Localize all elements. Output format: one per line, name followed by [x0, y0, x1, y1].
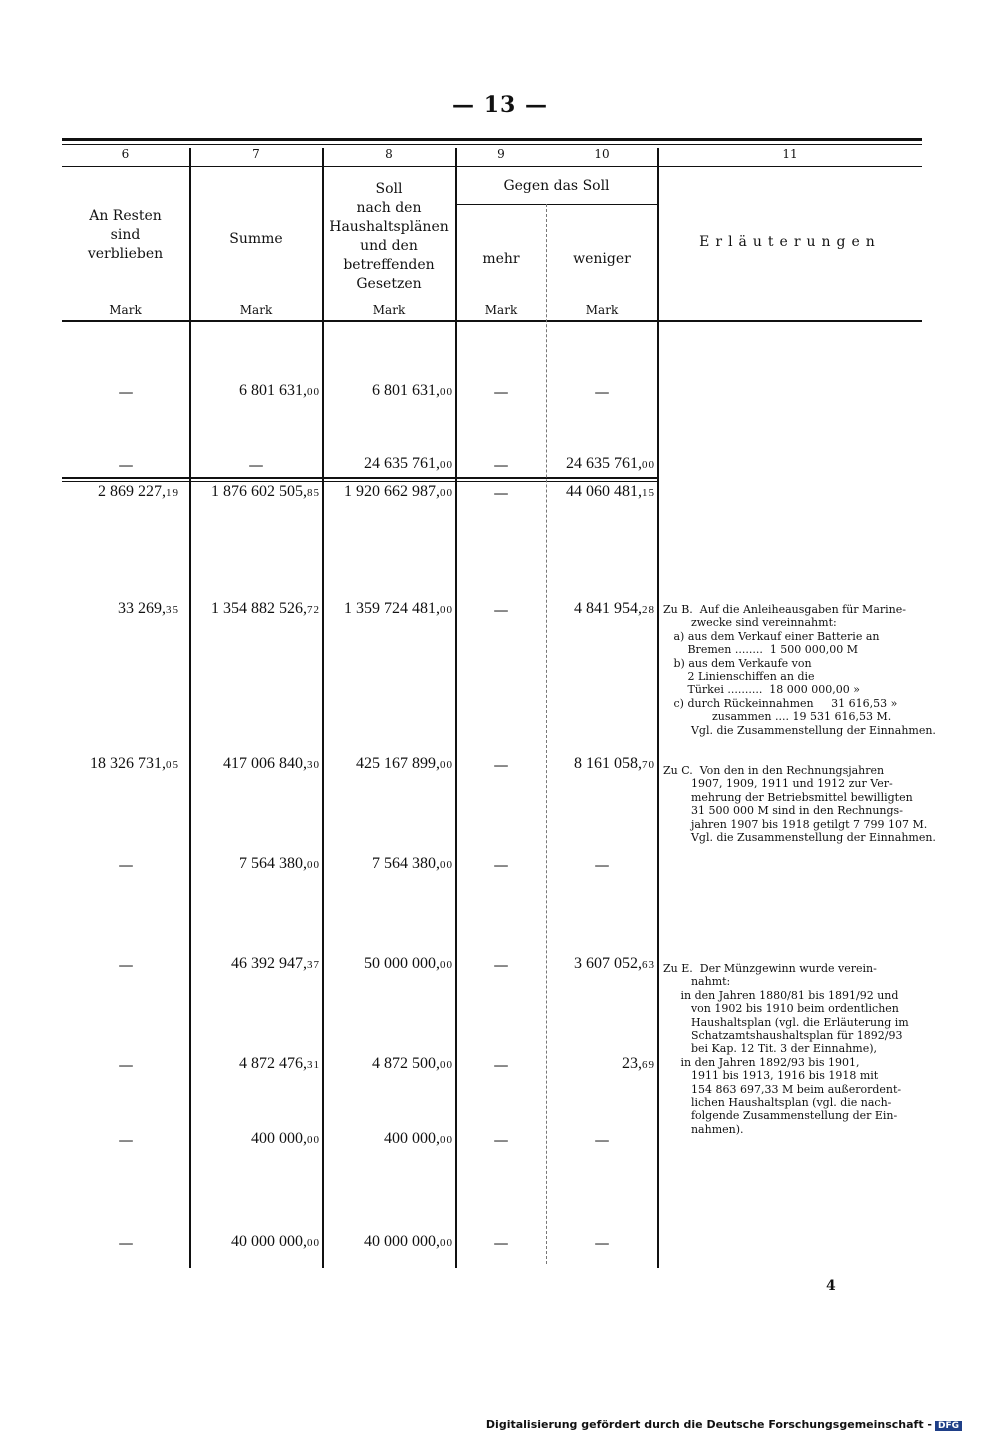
table-cell [547, 955, 655, 973]
cell-value: 4 872 500, [372, 1055, 440, 1072]
cell-value: 24 635 761, [364, 455, 440, 472]
table-cell [190, 955, 320, 973]
table-cell-dash: — [118, 456, 134, 474]
header-col8: Soll nach den Haushaltsplänen und den betreffenden Gesetzen [329, 181, 449, 292]
cell-pfennig: 00 [642, 459, 655, 471]
cell-pfennig: 31 [307, 1059, 320, 1071]
cell-pfennig: 00 [307, 1237, 320, 1249]
table-cell-dash: — [118, 1234, 134, 1252]
cell-pfennig: 00 [440, 604, 453, 616]
cell-pfennig: 05 [166, 759, 179, 771]
cell-value: 3 607 052, [574, 955, 642, 972]
col-divider-9-10 [546, 204, 547, 1264]
cell-value: 33 269, [118, 600, 166, 617]
cell-value: 1 876 602 505, [211, 483, 307, 500]
cell-value: 44 060 481, [566, 483, 642, 500]
cell-pfennig: 00 [440, 1059, 453, 1071]
table-cell-dash: — [594, 1234, 610, 1252]
table-cell [323, 382, 453, 400]
cell-pfennig: 69 [642, 1059, 655, 1071]
cell-value: 1 359 724 481, [344, 600, 440, 617]
table-cell-dash: — [493, 1234, 509, 1252]
table-cell [547, 483, 655, 501]
header-bottom-rule [62, 320, 922, 322]
cell-value: 50 000 000, [364, 955, 440, 972]
cell-value: 4 841 954, [574, 600, 642, 617]
table-cell [323, 855, 453, 873]
unit-col7: Mark [239, 303, 273, 317]
cell-pfennig: 00 [440, 1134, 453, 1146]
table-cell-dash: — [493, 956, 509, 974]
note-b: Zu B. Auf die Anleiheausgaben für Marine- zwecke sind vereinnahmt: a) aus dem Verkauf einer Batterie an Bremen ........ 1 500 000,00 M b) aus dem Verkaufe von 2 Linienschiffen an die Türkei .......... 18 000 000,00 » c) durch Rückeinnahmen 31 616,53 » zusammen .... 19 531 616,53 M. Vgl. die Zusammenstellung der Einnahmen. [663, 603, 936, 737]
cell-pfennig: 00 [307, 386, 320, 398]
table-cell [190, 1233, 320, 1251]
cell-pfennig: 72 [307, 604, 320, 616]
cell-value: 2 869 227, [98, 483, 166, 500]
cell-pfennig: 00 [307, 1134, 320, 1146]
table-cell-dash: — [594, 856, 610, 874]
table-cell [190, 855, 320, 873]
cell-value: 7 564 380, [239, 855, 307, 872]
cell-pfennig: 00 [440, 386, 453, 398]
cell-value: 23, [622, 1055, 642, 1072]
subtotal-rule [62, 477, 658, 479]
table-cell [547, 755, 655, 773]
cell-value: 1 920 662 987, [344, 483, 440, 500]
table-cell-dash: — [493, 484, 509, 502]
subtotal-rule-2 [62, 481, 658, 482]
table-cell-dash: — [118, 956, 134, 974]
cell-value: 417 006 840, [223, 755, 307, 772]
cell-value: 24 635 761, [566, 455, 642, 472]
colnum-10: 10 [594, 147, 610, 161]
dfg-footer: Digitalisierung gefördert durch die Deutsche Forschungsgemeinschaft - DFG [486, 1418, 962, 1431]
cell-pfennig: 00 [440, 487, 453, 499]
header-gegen: Gegen das Soll [503, 178, 610, 194]
cell-pfennig: 00 [440, 459, 453, 471]
colnum-11: 11 [782, 147, 798, 161]
colnum-rule [62, 166, 922, 167]
table-cell-dash: — [118, 1131, 134, 1149]
table-cell-dash: — [594, 383, 610, 401]
table-cell [62, 600, 179, 618]
table-cell [323, 1233, 453, 1251]
table-cell-dash: — [118, 383, 134, 401]
table-cell-dash: — [118, 1056, 134, 1074]
col-divider-10-11 [657, 148, 659, 1268]
cell-pfennig: 15 [642, 487, 655, 499]
table-cell [190, 1130, 320, 1148]
cell-pfennig: 37 [307, 959, 320, 971]
header-col6: An Resten sind verblieben [87, 208, 164, 262]
note-e: Zu E. Der Münzgewinn wurde verein- nahmt: in den Jahren 1880/81 bis 1891/92 und von 1902 bis 1910 beim ordentlichen Haushaltsplan (vgl. die Erläuterung im Schatzamtshaushaltsplan für 1892/93 bei Kap. 12 Tit. 3 der Einnahme), in den Jahren 1892/93 bis 1901, 1911 bis 1913, 1916 bis 1918 mit 154 863 697,33 M beim außerordent- lichen Haushaltsplan (vgl. die nach- folgende Zusammenstellung der Ein- nahmen). [663, 962, 909, 1136]
table-cell-dash: — [493, 601, 509, 619]
table-cell [323, 955, 453, 973]
table-cell [547, 600, 655, 618]
cell-value: 40 000 000, [231, 1233, 307, 1250]
table-cell [190, 483, 320, 501]
colnum-7: 7 [252, 147, 260, 161]
top-rule [62, 138, 922, 141]
colnum-8: 8 [385, 147, 393, 161]
table-cell [190, 1055, 320, 1073]
cell-value: 1 354 882 526, [211, 600, 307, 617]
cell-value: 6 801 631, [239, 382, 307, 399]
cell-pfennig: 63 [642, 959, 655, 971]
table-cell [323, 1130, 453, 1148]
cell-pfennig: 00 [440, 859, 453, 871]
table-cell [190, 382, 320, 400]
cell-value: 46 392 947, [231, 955, 307, 972]
cell-value: 8 161 058, [574, 755, 642, 772]
unit-col10: Mark [585, 303, 619, 317]
table-cell-dash: — [594, 1131, 610, 1149]
table-cell-dash: — [248, 456, 264, 474]
colnum-6: 6 [121, 147, 130, 161]
colnum-9: 9 [497, 147, 505, 161]
cell-value: 18 326 731, [90, 755, 166, 772]
table-cell [323, 1055, 453, 1073]
table-cell-dash: — [493, 756, 509, 774]
table-cell-dash: — [493, 1056, 509, 1074]
cell-value: 4 872 476, [239, 1055, 307, 1072]
cell-value: 425 167 899, [356, 755, 440, 772]
gegen-rule [455, 204, 658, 205]
cell-pfennig: 85 [307, 487, 320, 499]
table-cell [547, 455, 655, 473]
cell-value: 400 000, [384, 1130, 440, 1147]
table-cell [62, 755, 179, 773]
table-cell-dash: — [118, 856, 134, 874]
table-cell-dash: — [493, 456, 509, 474]
cell-pfennig: 30 [307, 759, 320, 771]
table-cell [190, 600, 320, 618]
header-col10: weniger [573, 251, 631, 267]
cell-value: 7 564 380, [372, 855, 440, 872]
cell-pfennig: 35 [166, 604, 179, 616]
cell-pfennig: 00 [440, 1237, 453, 1249]
cell-pfennig: 00 [440, 759, 453, 771]
dfg-logo: DFG [935, 1421, 962, 1431]
top-rule-thin [62, 144, 922, 145]
table-cell [323, 455, 453, 473]
unit-col9: Mark [484, 303, 518, 317]
cell-pfennig: 28 [642, 604, 655, 616]
cell-value: 400 000, [251, 1130, 307, 1147]
table-cell [62, 483, 179, 501]
page-number: — 13 — [452, 92, 548, 118]
table-cell-dash: — [493, 1131, 509, 1149]
header-col9: mehr [482, 251, 520, 267]
note-c: Zu C. Von den in den Rechnungsjahren 1907, 1909, 1911 und 1912 zur Ver- mehrung der Betriebsmittel bewilligten 31 500 000 M sind in den Rechnungs- jahren 1907 bis 1918 getilgt 7 799 107 M. Vgl. die Zusammenstellung der Einnahmen. [663, 764, 936, 845]
table-cell [323, 483, 453, 501]
cell-pfennig: 00 [307, 859, 320, 871]
cell-value: 6 801 631, [372, 382, 440, 399]
cell-pfennig: 70 [642, 759, 655, 771]
cell-pfennig: 00 [440, 959, 453, 971]
header-col7: Summe [229, 231, 283, 247]
cell-value: 40 000 000, [364, 1233, 440, 1250]
table-cell [190, 755, 320, 773]
header-col11: Erläuterungen [699, 234, 881, 250]
unit-col8: Mark [372, 303, 406, 317]
table-cell-dash: — [493, 856, 509, 874]
table-cell [323, 600, 453, 618]
unit-col6: Mark [109, 303, 142, 317]
signature-mark: 4 [826, 1278, 836, 1294]
cell-pfennig: 19 [166, 487, 179, 499]
table-cell-dash: — [493, 383, 509, 401]
table-cell [547, 1055, 655, 1073]
table-cell [323, 755, 453, 773]
